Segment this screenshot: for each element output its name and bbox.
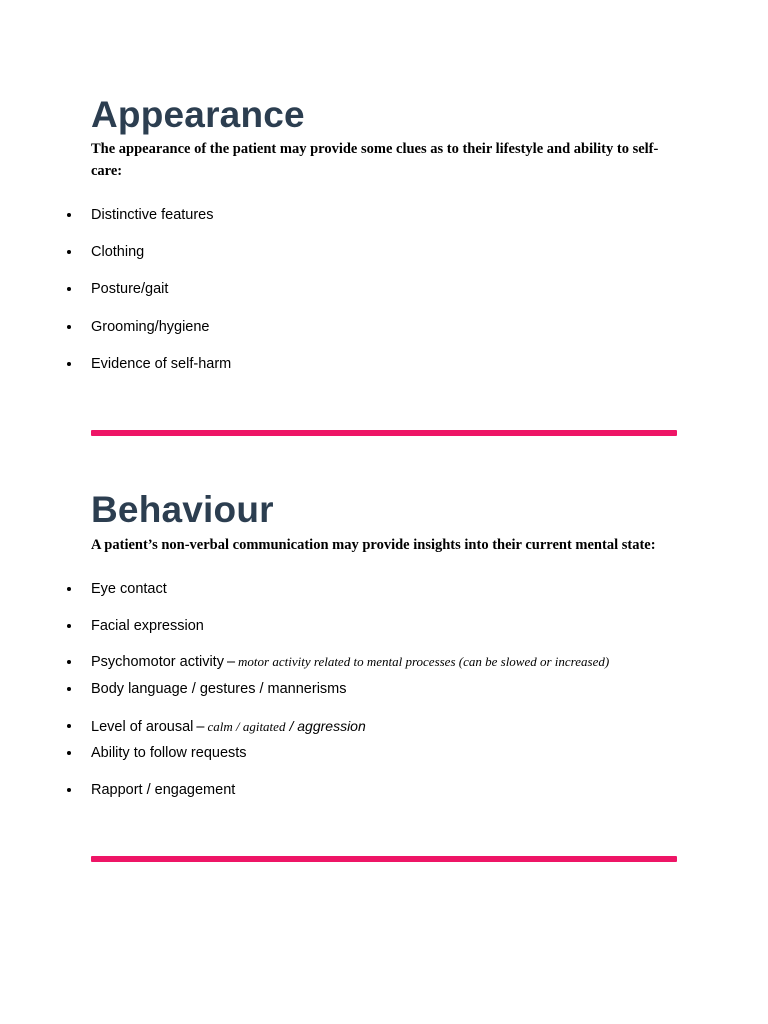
- list-item: [0, 206, 768, 228]
- behaviour-intro: A patient’s non-verbal communication may provide insights into their current mental state:: [91, 537, 656, 553]
- psychomotor-label: Psychomotor activity: [91, 654, 224, 670]
- list-item: [0, 744, 768, 766]
- list-item-label: Body language / gestures / mannerisms: [91, 681, 347, 697]
- appearance-heading: Appearance: [91, 94, 305, 135]
- section-divider: [91, 430, 677, 436]
- list-item-label: Clothing: [91, 244, 145, 260]
- bullet-icon: [67, 250, 71, 254]
- bullet-icon: [67, 213, 71, 217]
- list-item: [0, 781, 768, 803]
- list-item: [0, 653, 768, 675]
- bullet-icon: [67, 624, 71, 628]
- list-item-label: Facial expression: [91, 618, 204, 634]
- list-item: [0, 318, 768, 340]
- bullet-icon: [67, 362, 71, 366]
- arousal-label: Level of arousal: [91, 719, 194, 735]
- list-item: [0, 280, 768, 302]
- list-item: [0, 243, 768, 265]
- behaviour-heading: Behaviour: [91, 489, 274, 530]
- list-item-label: Evidence of self-harm: [91, 356, 232, 372]
- list-item: [0, 680, 768, 702]
- bullet-icon: [67, 587, 71, 591]
- psychomotor-note: motor activity related to mental processes (can be slowed or increased): [238, 654, 610, 669]
- appearance-intro: The appearance of the patient may provide some clues as to their lifestyle and ability to self-care:: [91, 141, 659, 179]
- list-item: [0, 717, 768, 739]
- list-item-label: Grooming/hygiene: [91, 319, 210, 335]
- list-item: [0, 580, 768, 602]
- list-item-label: Eye contact: [91, 581, 167, 597]
- bullet-icon: [67, 660, 71, 664]
- bullet-icon: [67, 687, 71, 691]
- section-divider: [91, 856, 677, 862]
- arousal-note: calm / agitated: [207, 719, 286, 734]
- list-item-label: Distinctive features: [91, 207, 214, 223]
- bullet-icon: [67, 287, 71, 291]
- arousal-note-aggression: / aggression: [289, 718, 366, 734]
- list-item-label: Rapport / engagement: [91, 782, 236, 798]
- list-item-label: [91, 717, 366, 736]
- list-item-label: Ability to follow requests: [91, 745, 247, 761]
- list-item: [0, 355, 768, 377]
- bullet-icon: [67, 751, 71, 755]
- list-item-label: Posture/gait: [91, 281, 169, 297]
- dash-separator: –: [226, 654, 236, 670]
- bullet-icon: [67, 788, 71, 792]
- dash-separator: –: [196, 719, 205, 735]
- list-item: [0, 617, 768, 639]
- bullet-icon: [67, 724, 71, 728]
- bullet-icon: [67, 325, 71, 329]
- list-item-label: [91, 653, 609, 671]
